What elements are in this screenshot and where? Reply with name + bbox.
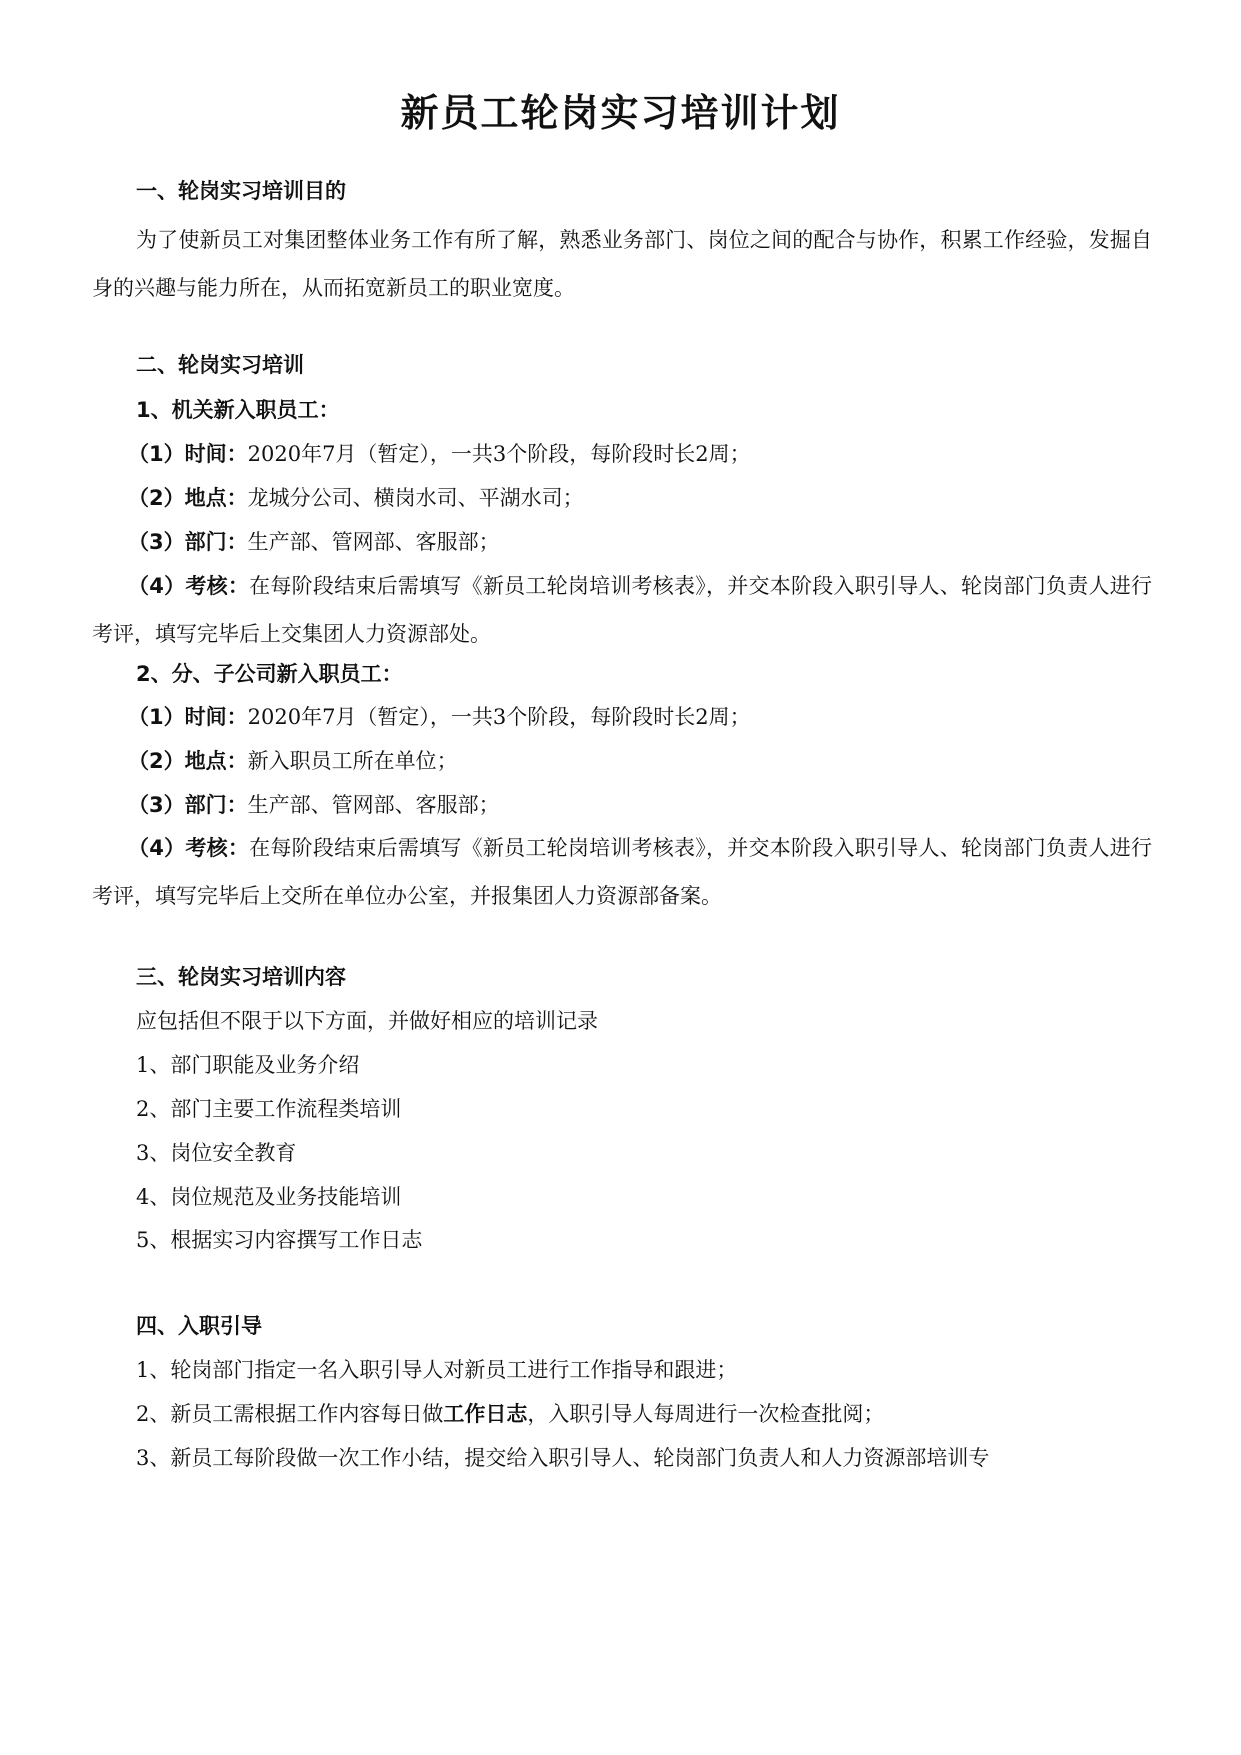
group-1-item-4 bbox=[92, 562, 1152, 658]
group-1-item-2 bbox=[128, 483, 584, 513]
group-2-item-2 bbox=[128, 746, 458, 776]
group-2-item-1 bbox=[128, 702, 751, 732]
group-1-item-3-text: 生产部、管网部、客服部； bbox=[247, 530, 500, 554]
group-2-title: 2、分、子公司新入职员工： bbox=[136, 662, 403, 686]
group-2-item-3-label: （3）部门： bbox=[128, 793, 248, 817]
group-2-item-2-label: （2）地点： bbox=[128, 749, 248, 773]
group-1-title: 1、机关新入职员工： bbox=[136, 398, 340, 422]
group-2-item-4-text: 在每阶段结束后需填写《新员工轮岗培训考核表》，并交本阶段入职引导人、轮岗部门负责人进行考评，填写完毕后上交所在单位办公室，并报集团人力资源部备案。 bbox=[92, 836, 1152, 908]
group-1-item-3-label: （3）部门： bbox=[128, 530, 248, 554]
section-1-paragraph: 为了使新员工对集团整体业务工作有所了解，熟悉业务部门、岗位之间的配合与协作，积累工作经验，发掘自身的兴趣与能力所在，从而拓宽新员工的职业宽度。 bbox=[92, 228, 1152, 300]
list-item: 4、岗位规范及业务技能培训 bbox=[136, 1185, 402, 1209]
group-2-item-1-label: （1）时间： bbox=[128, 705, 248, 729]
group-1-item-4-text: 在每阶段结束后需填写《新员工轮岗培训考核表》，并交本阶段入职引导人、轮岗部门负责人进行考评，填写完毕后上交集团人力资源部处。 bbox=[92, 574, 1152, 646]
list-item: 3、岗位安全教育 bbox=[136, 1141, 297, 1165]
section-2-heading: 二、轮岗实习培训 bbox=[136, 353, 304, 377]
section-4-item-1: 1、轮岗部门指定一名入职引导人对新员工进行工作指导和跟进； bbox=[136, 1358, 738, 1382]
section-3-intro: 应包括但不限于以下方面，并做好相应的培训记录 bbox=[136, 1009, 598, 1033]
group-2-item-4 bbox=[92, 824, 1152, 920]
list-item: 1、部门职能及业务介绍 bbox=[136, 1053, 360, 1077]
list-item: 5、根据实习内容撰写工作日志 bbox=[136, 1228, 423, 1252]
group-2-item-2-text: 新入职员工所在单位； bbox=[247, 749, 458, 773]
work-log-emphasis: 工作日志 bbox=[443, 1402, 528, 1426]
section-4-heading: 四、入职引导 bbox=[136, 1314, 262, 1338]
group-1-item-1-text: 2020年7月（暂定），一共3个阶段，每阶段时长2周； bbox=[247, 442, 751, 466]
group-1-item-3 bbox=[128, 527, 500, 557]
section-1-heading: 一、轮岗实习培训目的 bbox=[136, 179, 346, 203]
section-3-heading: 三、轮岗实习培训内容 bbox=[136, 965, 346, 989]
group-1-item-2-text: 龙城分公司、横岗水司、平湖水司； bbox=[247, 486, 584, 510]
page-title: 新员工轮岗实习培训计划 bbox=[400, 91, 841, 135]
group-1-item-2-label: （2）地点： bbox=[128, 486, 248, 510]
list-item: 2、部门主要工作流程类培训 bbox=[136, 1097, 402, 1121]
group-2-item-3-text: 生产部、管网部、客服部； bbox=[247, 793, 500, 817]
group-1-item-1 bbox=[128, 439, 751, 469]
group-1-item-1-label: （1）时间： bbox=[128, 442, 248, 466]
group-1-item-4-label: （4）考核： bbox=[128, 574, 250, 598]
group-2-item-1-text: 2020年7月（暂定），一共3个阶段，每阶段时长2周； bbox=[247, 705, 751, 729]
section-4-item-2-end: ，入职引导人每周进行一次检查批阅； bbox=[527, 1402, 885, 1426]
group-2-item-3 bbox=[128, 790, 500, 820]
section-4-item-2 bbox=[136, 1399, 884, 1429]
group-2-item-4-label: （4）考核： bbox=[128, 836, 250, 860]
section-4-item-3: 3、新员工每阶段做一次工作小结，提交给入职引导人、轮岗部门负责人和人力资源部培训专 bbox=[136, 1446, 990, 1470]
section-4-item-2-start: 2、新员工需根据工作内容每日做 bbox=[136, 1402, 444, 1426]
